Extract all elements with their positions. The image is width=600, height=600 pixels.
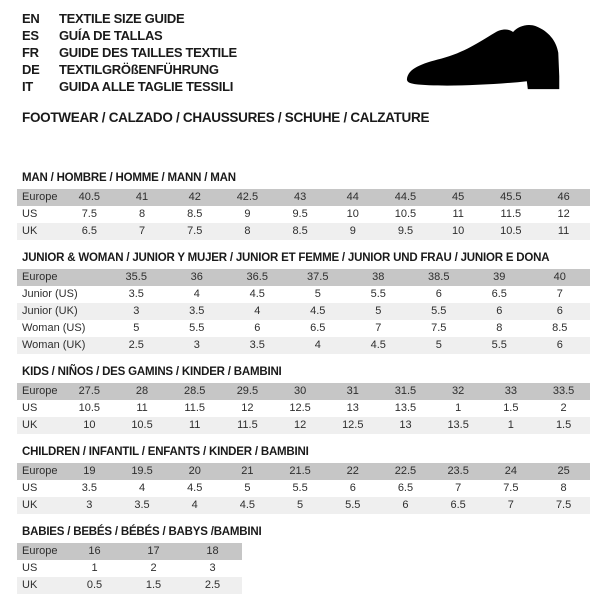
size-value: 3.5	[167, 303, 228, 320]
size-value: 11.5	[184, 402, 206, 414]
language-label: GUIDA ALLE TAGLIE TESSILI	[59, 79, 234, 94]
size-value: 36.5	[227, 269, 288, 286]
size-value: 4.5	[288, 303, 349, 320]
table-row	[17, 269, 590, 286]
size-value: 40	[530, 269, 591, 286]
size-value: 0.5	[65, 577, 124, 594]
shoe-icon	[402, 22, 574, 106]
size-value: 8	[560, 482, 567, 494]
size-value: 5	[274, 497, 327, 514]
size-value: 6.5	[397, 482, 414, 494]
size-table-section	[17, 366, 590, 434]
size-value: 2	[150, 562, 157, 574]
size-table-section	[17, 446, 590, 514]
size-value: 28	[116, 383, 169, 400]
size-value: 7.5	[431, 322, 447, 334]
row-label: Woman (US)	[22, 322, 86, 334]
size-value: 6	[530, 303, 591, 320]
row-label: Woman (UK)	[17, 337, 106, 354]
size-value: 8.5	[552, 322, 568, 334]
size-value: 36	[167, 269, 228, 286]
size-value: 21.5	[274, 463, 327, 480]
size-value: 2.5	[183, 577, 242, 594]
size-value: 4	[227, 303, 288, 320]
section-title: KIDS / NIÑOS / DES GAMINS / KINDER / BAMBINI	[22, 366, 282, 378]
category-title: FOOTWEAR / CALZADO / CHAUSSURES / SCHUHE / CALZATURE	[22, 110, 430, 125]
size-value: 20	[168, 463, 221, 480]
size-value: 6.5	[491, 288, 507, 300]
size-value: 2	[560, 402, 567, 414]
section-title: CHILDREN / INFANTIL / ENFANTS / KINDER / BAMBINI	[22, 446, 309, 458]
size-value: 3.5	[128, 288, 144, 300]
row-label: Europe	[17, 463, 63, 480]
table-row	[17, 383, 590, 400]
size-value: 39	[469, 269, 530, 286]
size-value: 33	[485, 383, 538, 400]
size-value: 3	[167, 337, 228, 354]
size-value: 4.5	[249, 288, 265, 300]
size-value: 4	[288, 337, 349, 354]
size-table	[17, 543, 242, 594]
size-value: 5.5	[189, 322, 205, 334]
size-value: 1.5	[537, 417, 590, 434]
language-label: TEXTILE SIZE GUIDE	[59, 11, 185, 26]
size-value: 6	[435, 288, 442, 300]
size-value: 2.5	[106, 337, 167, 354]
table-row	[17, 337, 590, 354]
size-value: 5	[133, 322, 140, 334]
language-code: DE	[22, 62, 40, 77]
size-value: 5.5	[469, 337, 530, 354]
row-label: US	[22, 402, 38, 414]
size-table-section	[17, 172, 590, 240]
table-row	[17, 303, 590, 320]
size-value: 32	[432, 383, 485, 400]
table-row	[17, 577, 242, 594]
size-value: 10.5	[394, 208, 417, 220]
size-value: 17	[124, 543, 183, 560]
section-title: MAN / HOMBRE / HOMME / MANN / MAN	[22, 172, 236, 184]
size-value: 9.5	[292, 208, 308, 220]
size-value: 3.5	[81, 482, 97, 494]
size-value: 7	[455, 482, 462, 494]
table-row	[17, 543, 242, 560]
table-row	[17, 417, 590, 434]
size-value: 11.5	[500, 208, 522, 220]
table-row	[17, 497, 590, 514]
size-value: 38.5	[409, 269, 470, 286]
size-value: 10	[432, 223, 485, 240]
size-value: 5.5	[370, 288, 386, 300]
row-label: Europe	[17, 269, 106, 286]
size-value: 19	[63, 463, 116, 480]
size-value: 25	[537, 463, 590, 480]
size-value: 4.5	[348, 337, 409, 354]
size-value: 8	[138, 208, 146, 220]
size-value: 6	[254, 322, 261, 334]
row-label: UK	[17, 577, 65, 594]
size-value: 29.5	[221, 383, 274, 400]
table-row	[17, 463, 590, 480]
size-value: 13	[379, 417, 432, 434]
size-value: 6	[379, 497, 432, 514]
row-label: UK	[17, 223, 63, 240]
size-value: 1.5	[503, 402, 519, 414]
size-value: 5.5	[326, 497, 379, 514]
size-value: 12.5	[289, 402, 311, 414]
size-value: 44.5	[379, 189, 432, 206]
size-value: 3	[63, 497, 116, 514]
size-value: 5.5	[409, 303, 470, 320]
size-value: 35.5	[106, 269, 167, 286]
language-label: GUÍA DE TALLAS	[59, 28, 163, 43]
size-value: 5	[244, 482, 251, 494]
row-label: Europe	[17, 383, 63, 400]
size-value: 12	[557, 208, 570, 220]
size-table	[17, 189, 590, 240]
size-value: 5	[314, 288, 321, 300]
size-value: 13.5	[432, 417, 485, 434]
size-value: 16	[65, 543, 124, 560]
size-value: 28.5	[168, 383, 221, 400]
row-label: Junior (US)	[22, 288, 78, 300]
size-value: 11	[452, 208, 464, 220]
size-value: 44	[326, 189, 379, 206]
size-value: 4	[193, 288, 200, 300]
size-value: 13	[346, 402, 359, 414]
size-value: 7.5	[81, 208, 97, 220]
size-value: 18	[183, 543, 242, 560]
row-label: Junior (UK)	[17, 303, 106, 320]
table-row	[17, 320, 590, 337]
size-value: 3.5	[227, 337, 288, 354]
row-label: Europe	[17, 189, 63, 206]
size-value: 9	[244, 208, 251, 220]
size-value: 31.5	[379, 383, 432, 400]
row-label: UK	[17, 497, 63, 514]
size-value: 7	[375, 322, 382, 334]
size-value: 12	[274, 417, 327, 434]
size-value: 46	[537, 189, 590, 206]
size-value: 1	[91, 562, 98, 574]
size-value: 10.5	[485, 223, 538, 240]
size-value: 45.5	[485, 189, 538, 206]
size-tables	[17, 172, 590, 594]
size-value: 5	[348, 303, 409, 320]
size-value: 11.5	[221, 417, 274, 434]
size-value: 3.5	[116, 497, 169, 514]
size-value: 38	[348, 269, 409, 286]
size-value: 22.5	[379, 463, 432, 480]
size-value: 12	[241, 402, 254, 414]
size-value: 10	[346, 208, 359, 220]
size-value: 11	[168, 417, 221, 434]
size-value: 8	[496, 322, 503, 334]
size-value: 10.5	[78, 402, 101, 414]
size-table	[17, 463, 590, 514]
size-value: 42.5	[221, 189, 274, 206]
size-value: 7	[116, 223, 169, 240]
language-code: IT	[22, 79, 33, 94]
size-value: 7	[556, 288, 563, 300]
size-value: 6	[469, 303, 530, 320]
size-table	[17, 269, 590, 354]
language-code: EN	[22, 11, 40, 26]
size-value: 10.5	[116, 417, 169, 434]
size-value: 24	[485, 463, 538, 480]
size-value: 23.5	[432, 463, 485, 480]
size-value: 7.5	[168, 223, 221, 240]
size-value: 12.5	[326, 417, 379, 434]
size-value: 40.5	[63, 189, 116, 206]
table-row	[17, 286, 590, 303]
table-row	[17, 400, 590, 417]
table-row	[17, 560, 242, 577]
size-value: 9	[326, 223, 379, 240]
language-code: FR	[22, 45, 39, 60]
size-value: 6.5	[310, 322, 326, 334]
table-row	[17, 223, 590, 240]
size-value: 30	[274, 383, 327, 400]
size-value: 1.5	[124, 577, 183, 594]
size-value: 21	[221, 463, 274, 480]
size-value: 4	[168, 497, 221, 514]
size-value: 3	[106, 303, 167, 320]
size-value: 6.5	[63, 223, 116, 240]
section-title: JUNIOR & WOMAN / JUNIOR Y MUJER / JUNIOR ET FEMME / JUNIOR UND FRAU / JUNIOR E DONA	[22, 252, 550, 264]
table-row	[17, 206, 590, 223]
table-row	[17, 480, 590, 497]
size-value: 37.5	[288, 269, 349, 286]
table-row	[17, 189, 590, 206]
language-label: GUIDE DES TAILLES TEXTILE	[59, 45, 237, 60]
size-value: 31	[326, 383, 379, 400]
section-title: BABIES / BEBÉS / BÉBÉS / BABYS /BAMBINI	[22, 526, 262, 538]
size-value: 4.5	[221, 497, 274, 514]
size-value: 11	[537, 223, 590, 240]
size-value: 19.5	[116, 463, 169, 480]
size-value: 1	[455, 402, 462, 414]
size-value: 27.5	[63, 383, 116, 400]
size-value: 4	[138, 482, 146, 494]
size-table-section	[17, 252, 590, 354]
row-label: US	[22, 482, 38, 494]
size-value: 11	[136, 402, 148, 414]
size-value: 8.5	[187, 208, 203, 220]
size-value: 1	[485, 417, 538, 434]
size-value: 3	[209, 562, 216, 574]
size-value: 22	[326, 463, 379, 480]
size-value: 6	[349, 482, 356, 494]
size-value: 8.5	[274, 223, 327, 240]
size-value: 5.5	[292, 482, 308, 494]
row-label: Europe	[17, 543, 65, 560]
size-value: 7	[485, 497, 538, 514]
language-label: TEXTILGRÖßENFÜHRUNG	[59, 62, 219, 77]
size-value: 8	[221, 223, 274, 240]
size-value: 13.5	[394, 402, 417, 414]
size-value: 4.5	[187, 482, 203, 494]
size-value: 33.5	[537, 383, 590, 400]
size-value: 6	[530, 337, 591, 354]
size-value: 41	[116, 189, 169, 206]
size-value: 42	[168, 189, 221, 206]
size-value: 45	[432, 189, 485, 206]
language-code: ES	[22, 28, 39, 43]
size-value: 5	[409, 337, 470, 354]
row-label: US	[22, 562, 38, 574]
row-label: US	[22, 208, 38, 220]
size-table	[17, 383, 590, 434]
size-table-section	[17, 526, 590, 594]
size-value: 10	[63, 417, 116, 434]
size-value: 43	[274, 189, 327, 206]
size-value: 7.5	[503, 482, 519, 494]
size-value: 9.5	[379, 223, 432, 240]
size-value: 6.5	[432, 497, 485, 514]
size-value: 7.5	[537, 497, 590, 514]
row-label: UK	[17, 417, 63, 434]
